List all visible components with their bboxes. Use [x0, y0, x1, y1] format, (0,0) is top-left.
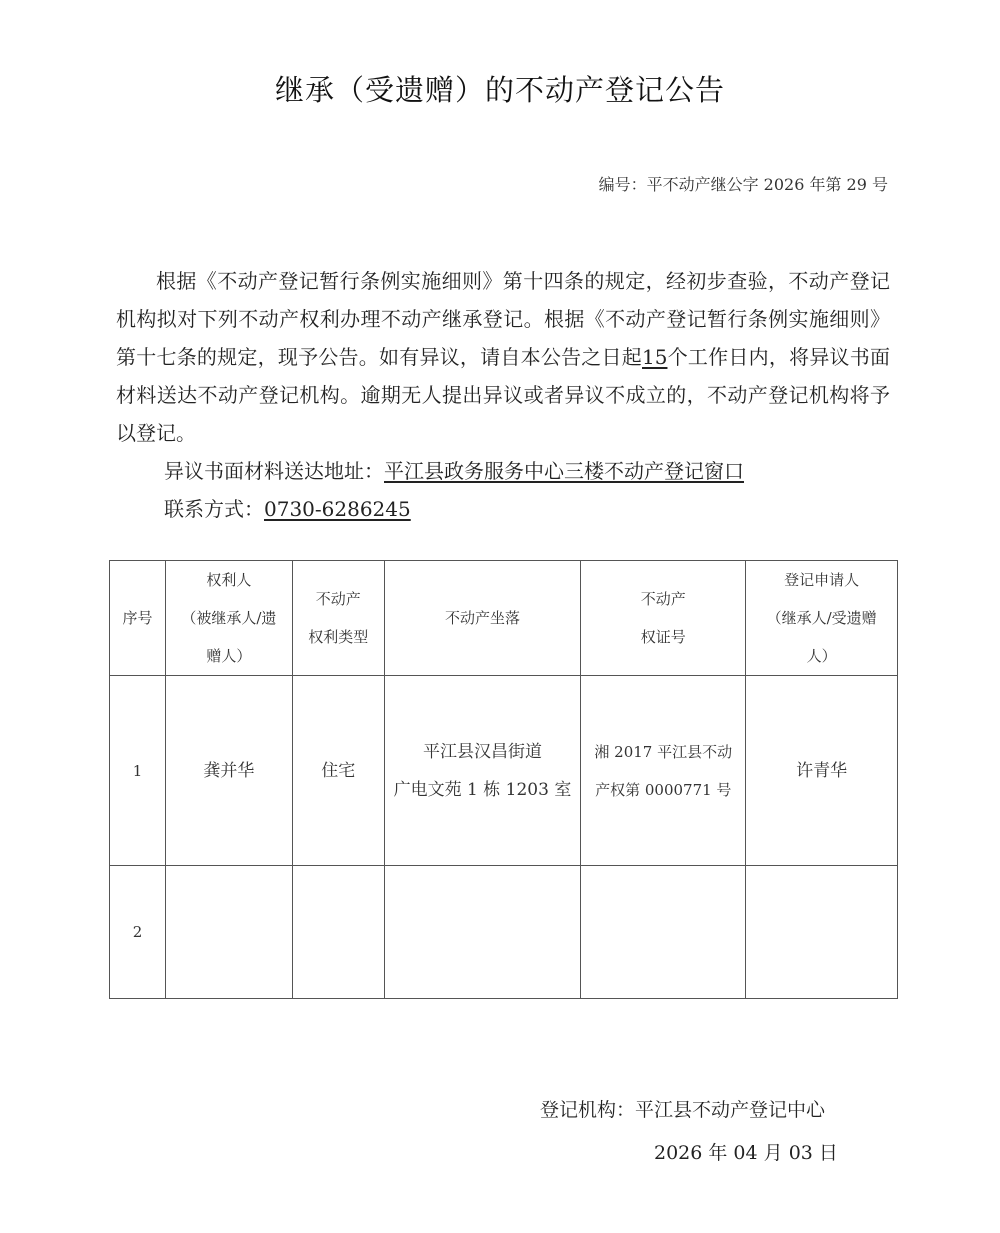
notice-paragraph	[116, 262, 890, 452]
notice-title: 继承（受遗赠）的不动产登记公告	[274, 73, 725, 107]
objection-address-line	[116, 452, 890, 490]
paragraph-text-after: 个工作日内，将异议书面材料送达不动产登记机构。逾期无人提出异议或者异议不成立的，不动产登记机构将予以登记。	[116, 345, 891, 445]
header-cert-line2: 权证号	[640, 628, 686, 646]
table-row	[110, 676, 898, 866]
header-applicant-line3: 人）	[806, 647, 837, 665]
header-right-type	[292, 561, 384, 676]
header-holder-line1: 权利人	[206, 571, 252, 589]
row-location	[384, 866, 581, 999]
row-holder: 龚并华	[165, 676, 292, 866]
header-cert-line1: 不动产	[640, 590, 686, 608]
row-location	[384, 676, 581, 866]
table-header-row	[110, 561, 898, 676]
header-type-line2: 权利类型	[308, 628, 369, 646]
header-applicant	[746, 561, 898, 676]
header-location: 不动产坐落	[384, 561, 581, 676]
header-applicant-line1: 登记申请人	[784, 571, 860, 589]
notice-date: 2026 年 04 月 03 日	[654, 1142, 838, 1164]
header-holder-line3: 赠人）	[206, 647, 252, 665]
header-type-line1: 不动产	[315, 590, 361, 608]
row-applicant: 许青华	[746, 676, 898, 866]
row-location-line1: 平江县汉昌街道	[423, 741, 542, 762]
contact-phone: 0730-6286245	[264, 497, 411, 521]
row-cert-line2: 产权第 0000771 号	[595, 780, 732, 799]
contact-line	[116, 490, 890, 528]
objection-days: 15	[642, 345, 668, 369]
document-number: 编号：平不动产继公字 2026 年第 29 号	[598, 175, 888, 194]
row-holder	[165, 866, 292, 999]
registration-table	[109, 560, 898, 999]
header-applicant-line2: （继承人/受遗赠	[766, 609, 877, 627]
objection-address-value: 平江县政务服务中心三楼不动产登记窗口	[384, 459, 744, 483]
contact-label: 联系方式：	[164, 497, 264, 521]
notice-body	[116, 262, 890, 528]
registration-organization: 登记机构：平江县不动产登记中心	[540, 1099, 826, 1121]
row-cert-line1: 湘 2017 平江县不动	[594, 742, 733, 761]
objection-address-label: 异议书面材料送达地址：	[164, 459, 384, 483]
row-certificate	[581, 676, 746, 866]
row-right-type	[292, 866, 384, 999]
row-seq: 2	[110, 866, 166, 999]
row-right-type: 住宅	[292, 676, 384, 866]
row-seq: 1	[110, 676, 166, 866]
header-certificate	[581, 561, 746, 676]
header-holder-line2: （被继承人/遗	[181, 609, 277, 627]
row-certificate	[581, 866, 746, 999]
row-location-line2: 广电文苑 1 栋 1203 室	[393, 779, 572, 800]
row-applicant	[746, 866, 898, 999]
paragraph-text-before: 根据《不动产登记暂行条例实施细则》第十四条的规定，经初步查验，不动产登记机构拟对下列不动产权利办理不动产继承登记。根据《不动产登记暂行条例实施细则》第十七条的规定，现予公告。如有异议，请自本公告之日起	[116, 269, 890, 369]
header-holder	[165, 561, 292, 676]
table-row	[110, 866, 898, 999]
header-seq: 序号	[110, 561, 166, 676]
